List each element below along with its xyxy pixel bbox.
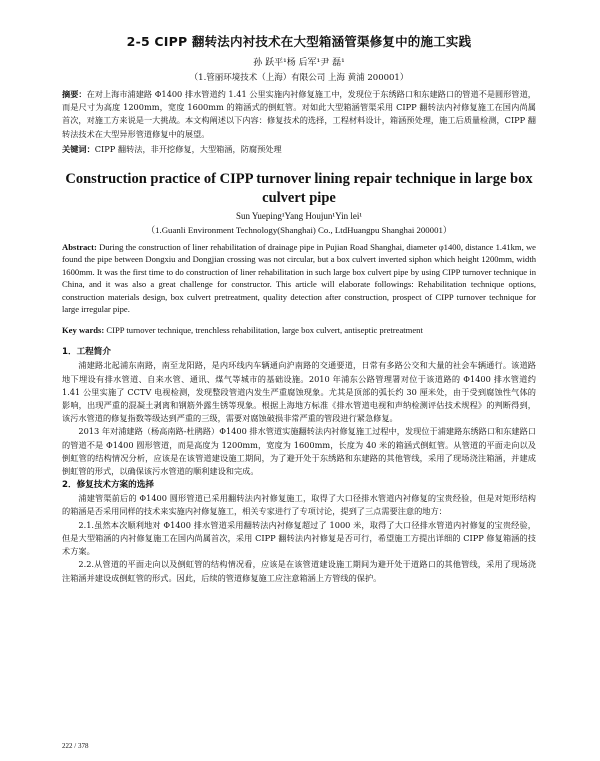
- english-abstract-label: Abstract:: [62, 242, 97, 253]
- english-abstract: [62, 241, 536, 315]
- chinese-title: 2-5 CIPP 翻转法内衬技术在大型箱涵管渠修复中的施工实践: [126, 34, 472, 49]
- english-keywords: [62, 324, 536, 336]
- english-abstract-text: During the construction of liner rehabilitation of drainage pipe in Pujian Road Shanghai, diameter φ1400, distance 1.41km, we found the pipe between Dongxiu and Dongjian crossing was not circular, but a box culvert inverted siphon which height 1200mm, width 1600mm. It was the first time to do construction of liner rehabilitation in such large box culvert pipe by using CIPP turnover technique in China, and it was also a great challenge for constructor. This article will elaborate followings: Rehabilitation technique options, construction materials design, box culvert pretreatment, quality detection after construction, prospect of CIPP turnover technique for large irregular pipe.: [62, 242, 536, 315]
- chinese-keywords: [62, 143, 536, 156]
- chinese-abstract: [62, 88, 536, 141]
- english-authors: Sun Yueping¹Yang Houjun¹Yin lei¹: [235, 211, 363, 222]
- chinese-abstract-text: 在对上海市浦建路 Φ1400 排水管道约 1.41 公里实施内衬修复施工中，发现位于东绣路口和东建路口的管道不是圆形管道，而是尺寸为高度 1200mm，宽度 1600mm 的箱涵式的倒虹管。对如此大型箱涵管渠采用 CIPP 翻转法内衬修复施工在国内尚属首次，对施工方来说是一大挑战。本文构阐述以下内容：修复技术的选择，工程材料设计，箱涵预处理，施工后质量检测，CIPP 翻转法技术在大型异形管道修复中的展望。: [62, 89, 536, 139]
- chinese-keywords-text: CIPP 翻转法，非开挖修复，大型箱涵，防腐预处理: [94, 143, 282, 154]
- chinese-keywords-label: 关键词：: [62, 143, 95, 154]
- section-2-paragraph-1: 浦建管渠前后的 Φ1400 圆形管道已采用翻转法内衬修复施工，取得了大口径排水管道内衬修复的宝贵经验，但是对矩形结构的箱涵是否采用同样的技术来实施内衬修复施工，相关专家进行了专项讨论，提到了三点需要注意的地方：: [62, 493, 536, 517]
- section-1-paragraph-2: 2013 年对浦建路（杨高南路-杜鹃路）Φ1400 排水管道实施翻转法内衬修复施工过程中，发现位于浦建路东绣路口和东建路口的管道不是 Φ1400 圆形管道，而是高度为 1200mm，宽度为 1600mm，长度为 40 米的箱涵式倒虹管。从管道的平面走向以及倒虹管的结构情况分析，应该是在该管道建设施工期间，为了避开处于东绣路和东建路的其他管线，采用了现场浇注箱涵，并建成倒虹管的形式，以确保该污水管道的顺利建设和完成。: [62, 426, 536, 477]
- section-2-paragraph-2: 2.1.虽然本次顺利地对 Φ1400 排水管道采用翻转法内衬修复超过了 1000 米，取得了大口径排水管道内衬修复的宝贵经验，但是大型箱涵的内衬修复施工在国内尚属首次，采用 CIPP 翻转法内衬修复是否可行，希望施工方提出详细的 CIPP 修复箱涵的技术方案。: [62, 519, 536, 557]
- english-keywords-label: Key wards:: [62, 325, 105, 336]
- section-2-heading: 2．修复技术方案的选择: [62, 480, 154, 491]
- english-keywords-text: CIPP turnover technique, trenchless rehabilitation, large box culvert, antiseptic pretreatment: [106, 325, 423, 336]
- section-2-paragraph-3: 2.2.从管道的平面走向以及倒虹管的结构情况看，应该是在该管道建设施工期间为避开处于道路口的其他管线，采用了现场浇注箱涵并建设成倒虹管的形式。因此，后续的管道修复施工应注意箱涵上方管线的保护。: [62, 559, 536, 583]
- chinese-authors: 孙 跃平¹杨 后军¹尹 磊¹: [253, 58, 345, 68]
- chinese-affiliation: （1.管丽环境技术（上海）有限公司 上海 黄浦 200001）: [189, 73, 409, 83]
- english-title: Construction practice of CIPP turnover lining repair technique in large box culvert pipe: [65, 171, 533, 207]
- chinese-abstract-label: 摘要：: [62, 89, 87, 99]
- paper-page: [62, 32, 536, 585]
- page-number: 222 / 378: [62, 742, 89, 750]
- english-affiliation: （1.Guanli Environment Technology(Shanghai) Co., LtdHuangpu Shanghai 200001）: [146, 225, 452, 236]
- section-1-paragraph-1: 浦建路北起浦东南路，南至龙阳路，是内环线内车辆通向沪南路的交通要道，日常有多路公交和大量的社会车辆通行。该道路地下埋设有排水管道、自来水管、通讯、煤气等城市的基础设施。2010 年浦东公路管理署对位于该道路的 Φ1400 排水管道约 1.41 公里实施了 CCTV 电视检测，发现整段管道内发生严重腐蚀现象。尤其是顶部的弧长约 30 厘米处，由于受到腐蚀性气体的影响，出现严重的混凝土剥离和钢筋外露生锈等现象。根据上海地方标准《排水管道电视和声纳检测评估技术规程》的判断得到，该污水管道的修复指数等级达到严重的三级，需要对腐蚀破损非常严重的管段进行紧急修复。: [62, 360, 536, 424]
- section-1-heading: 1．工程简介: [62, 347, 111, 358]
